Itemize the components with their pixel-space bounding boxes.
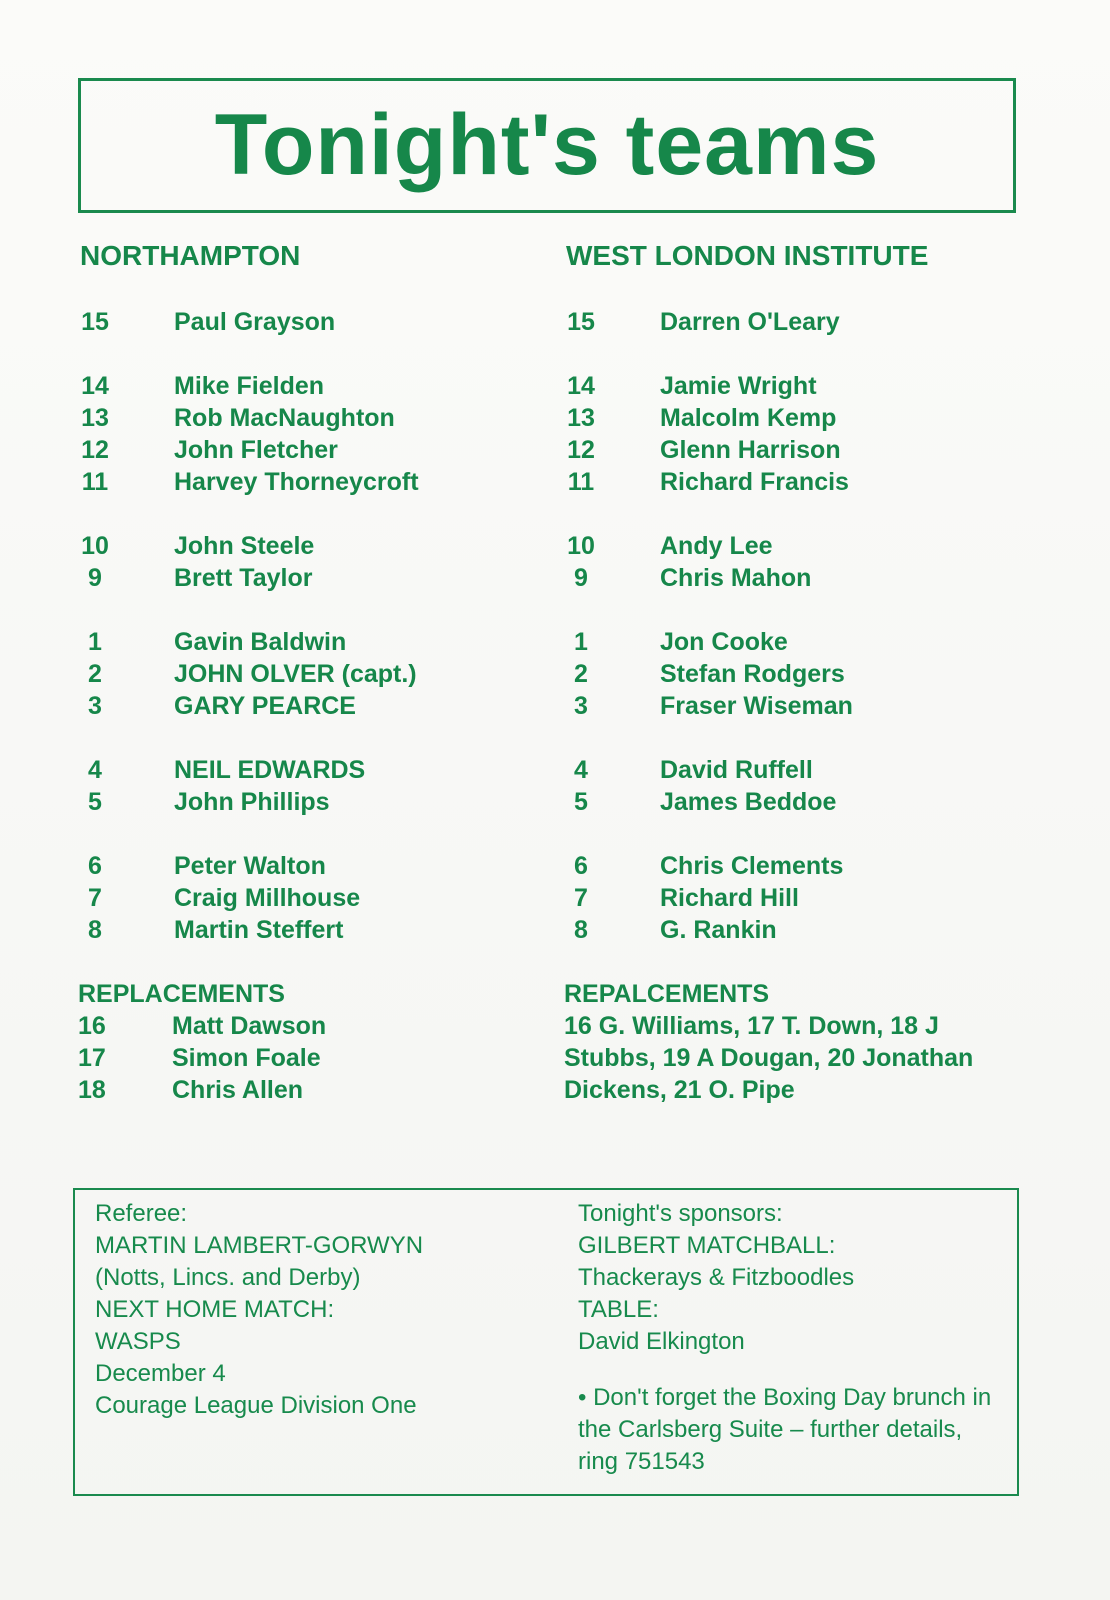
match-info-box	[73, 1188, 1019, 1496]
replacement-row	[78, 1010, 558, 1042]
player-row	[566, 530, 773, 562]
player-row	[566, 850, 844, 882]
player-number: 3	[574, 692, 588, 720]
away-team-name: WEST LONDON INSTITUTE	[566, 240, 929, 271]
away-team-column	[566, 236, 1046, 944]
referee-name: MARTIN LAMBERT-GORWYN	[95, 1232, 424, 1259]
next-match-label: NEXT HOME MATCH:	[95, 1296, 335, 1323]
player-number: 15	[567, 308, 595, 336]
boxing-day-note-text: Don't forget the Boxing Day brunch in the Carlsberg Suite – further details, ring 751543	[578, 1384, 992, 1475]
player-row	[80, 466, 419, 498]
player-row	[566, 914, 777, 946]
player-name: Brett Taylor	[174, 564, 313, 592]
player-name: Jon Cooke	[660, 628, 788, 656]
player-number: 3	[88, 692, 102, 720]
player-row	[80, 754, 366, 786]
player-number: 1	[88, 628, 102, 656]
player-name: Andy Lee	[660, 532, 773, 560]
sponsors-column	[578, 1198, 1008, 1478]
player-number: 2	[574, 660, 588, 688]
player-number: 11	[567, 468, 595, 496]
player-name: Glenn Harrison	[660, 436, 841, 464]
player-name: John Phillips	[174, 788, 330, 816]
player-name: David Ruffell	[660, 756, 813, 784]
player-number: 13	[81, 404, 109, 432]
replacement-name: Simon Foale	[172, 1044, 321, 1072]
replacement-number: 16	[78, 1012, 106, 1040]
player-row	[80, 914, 344, 946]
player-row	[566, 306, 840, 338]
player-row	[80, 786, 330, 818]
player-number: 8	[574, 916, 588, 944]
player-name: GARY PEARCE	[174, 692, 356, 720]
player-name: NEIL EDWARDS	[174, 756, 366, 784]
player-row	[80, 306, 336, 338]
player-row	[566, 882, 799, 914]
player-name: Richard Francis	[660, 468, 849, 496]
player-number: 12	[81, 436, 109, 464]
player-name: Stefan Rodgers	[660, 660, 845, 688]
home-replacements	[78, 978, 558, 1106]
player-row	[80, 562, 313, 594]
player-row	[80, 370, 325, 402]
player-name: John Fletcher	[174, 436, 338, 464]
player-name: Mike Fielden	[174, 372, 325, 400]
player-name: Richard Hill	[660, 884, 799, 912]
player-row	[80, 530, 315, 562]
player-number: 2	[88, 660, 102, 688]
player-row	[566, 434, 841, 466]
player-number: 5	[88, 788, 102, 816]
player-name: Paul Grayson	[174, 308, 336, 336]
player-name: Martin Steffert	[174, 916, 344, 944]
player-number: 13	[567, 404, 595, 432]
referee-label: Referee:	[95, 1200, 188, 1227]
player-name: John Steele	[174, 532, 315, 560]
player-number: 5	[574, 788, 588, 816]
player-number: 11	[81, 468, 109, 496]
table-label: TABLE:	[578, 1296, 659, 1323]
replacement-name: Chris Allen	[172, 1076, 304, 1104]
bullet-icon: •	[578, 1384, 587, 1411]
boxing-day-note	[578, 1382, 1008, 1478]
player-number: 10	[81, 532, 109, 560]
player-number: 4	[574, 756, 588, 784]
replacement-number: 17	[78, 1044, 106, 1072]
player-row	[566, 690, 853, 722]
player-name: JOHN OLVER (capt.)	[174, 660, 417, 688]
player-row	[566, 658, 845, 690]
player-number: 14	[567, 372, 595, 400]
page-title: Tonight's teams	[214, 97, 880, 193]
away-replacements-title: REPALCEMENTS	[564, 980, 770, 1008]
player-number: 4	[88, 756, 102, 784]
player-name: Peter Walton	[174, 852, 326, 880]
player-name: Craig Millhouse	[174, 884, 361, 912]
player-row	[566, 402, 837, 434]
referee-region: (Notts, Lincs. and Derby)	[95, 1264, 361, 1291]
home-team-column	[80, 236, 560, 944]
player-name: Fraser Wiseman	[660, 692, 853, 720]
player-name: James Beddoe	[660, 788, 837, 816]
player-row	[80, 402, 395, 434]
player-row	[566, 754, 813, 786]
player-number: 14	[81, 372, 109, 400]
player-row	[566, 562, 812, 594]
player-name: Malcolm Kemp	[660, 404, 837, 432]
title-box	[78, 78, 1016, 213]
player-name: Darren O'Leary	[660, 308, 840, 336]
player-name: Chris Clements	[660, 852, 844, 880]
player-number: 15	[81, 308, 109, 336]
replacement-number: 18	[78, 1076, 106, 1104]
player-number: 8	[88, 916, 102, 944]
away-replacements-text: 16 G. Williams, 17 T. Down, 18 J Stubbs, 19 A Dougan, 20 Jonathan Dickens, 21 O. Pipe	[564, 1012, 974, 1104]
player-name: Rob MacNaughton	[174, 404, 395, 432]
player-row	[566, 370, 817, 402]
player-number: 12	[567, 436, 595, 464]
player-row	[80, 434, 338, 466]
player-row	[80, 658, 417, 690]
player-row	[80, 626, 347, 658]
player-row	[566, 626, 788, 658]
player-number: 7	[88, 884, 102, 912]
player-row	[566, 466, 849, 498]
player-row	[80, 882, 361, 914]
player-number: 9	[574, 564, 588, 592]
home-team-name: NORTHAMPTON	[80, 240, 301, 271]
player-name: G. Rankin	[660, 916, 777, 944]
home-replacements-title: REPLACEMENTS	[78, 980, 285, 1008]
player-number: 10	[567, 532, 595, 560]
player-number: 6	[574, 852, 588, 880]
replacement-row	[78, 1042, 558, 1074]
player-row	[80, 850, 326, 882]
away-replacements	[564, 978, 984, 1106]
player-row	[80, 690, 356, 722]
next-match-opponent: WASPS	[95, 1328, 181, 1355]
matchball-sponsor: Thackerays & Fitzboodles	[578, 1264, 855, 1291]
player-number: 7	[574, 884, 588, 912]
player-row	[566, 786, 837, 818]
player-number: 9	[88, 564, 102, 592]
next-match-date: December 4	[95, 1360, 226, 1387]
matchball-label: GILBERT MATCHBALL:	[578, 1232, 836, 1259]
table-sponsor: David Elkington	[578, 1328, 745, 1355]
player-name: Gavin Baldwin	[174, 628, 347, 656]
player-number: 1	[574, 628, 588, 656]
replacement-row	[78, 1074, 558, 1106]
player-name: Chris Mahon	[660, 564, 812, 592]
next-match-competition: Courage League Division One	[95, 1392, 417, 1419]
player-name: Harvey Thorneycroft	[174, 468, 419, 496]
officials-column	[95, 1198, 535, 1422]
replacement-name: Matt Dawson	[172, 1012, 327, 1040]
player-name: Jamie Wright	[660, 372, 817, 400]
sponsors-label: Tonight's sponsors:	[578, 1200, 783, 1227]
player-number: 6	[88, 852, 102, 880]
